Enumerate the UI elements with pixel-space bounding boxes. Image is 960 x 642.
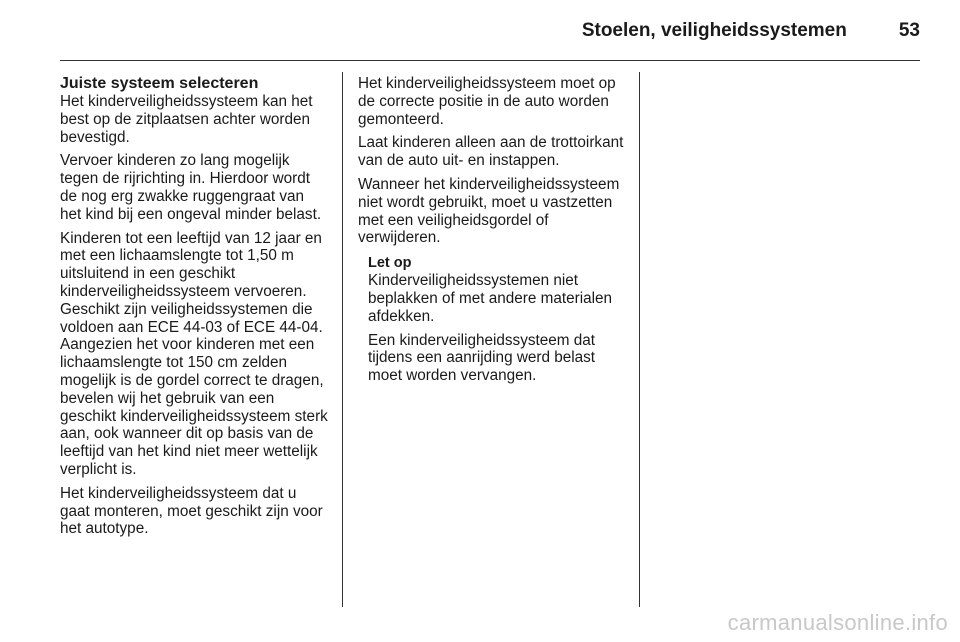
page-number: 53: [898, 20, 920, 41]
page-header: [60, 14, 920, 48]
paragraph: Het kinderveiligheidssysteem kan het best op de zitplaatsen achter worden bevestigd.: [60, 93, 313, 146]
column-divider: [639, 72, 640, 607]
paragraph: Kinderen tot een leeftijd van 12 jaar en met een lichaamslengte tot 1,50 m uitsluitend in een geschikt kinderveiligheidssysteem vervoeren. Geschikt zijn veiligheidssystemen die voldoen aan ECE 44-03 of ECE 44-04. Aangezien het voor kinderen met een lichaamslengte tot 150 cm zelden mogelijk is de gordel correct te dragen, bevelen wij het gebruik van een geschikt kinderveiligheidssysteem sterk aan, ook wanneer dit op basis van de leeftijd van het kind niet meer wettelijk verplicht is.: [60, 229, 328, 478]
text-column-1: [60, 75, 328, 544]
paragraph: Wanneer het kinderveiligheidssysteem niet wordt gebruikt, moet u vastzetten met een veiligheidsgordel of verwijderen.: [358, 175, 620, 247]
header-title: Stoelen, veiligheidssystemen: [581, 20, 847, 41]
paragraph: Het kinderveiligheidssysteem moet op de correcte positie in de auto worden gemonteerd.: [358, 75, 616, 128]
note-paragraph: Een kinderveiligheidssysteem dat tijdens een aanrijding werd belast moet worden vervangen.: [368, 331, 596, 385]
text-column-2: [358, 75, 628, 391]
section-heading: Juiste systeem selecteren: [60, 75, 259, 92]
column-divider: [342, 72, 343, 607]
header-divider: [60, 60, 920, 61]
caution-note: [368, 255, 628, 385]
watermark: carmanualsonline.info: [727, 610, 948, 635]
paragraph: Laat kinderen alleen aan de trottoirkant van de auto uit- en instappen.: [358, 134, 624, 170]
note-heading: Let op: [368, 255, 412, 272]
note-paragraph: Kinderveiligheidssystemen niet beplakken of met andere materialen afdekken.: [368, 272, 613, 325]
paragraph: Het kinderveiligheidssysteem dat u gaat monteren, moet geschikt zijn voor het autotype.: [60, 484, 323, 538]
paragraph: Vervoer kinderen zo lang mogelijk tegen de rijrichting in. Hierdoor wordt de nog erg zwakke ruggengraat van het kind bij een ongeval minder belast.: [60, 152, 322, 223]
